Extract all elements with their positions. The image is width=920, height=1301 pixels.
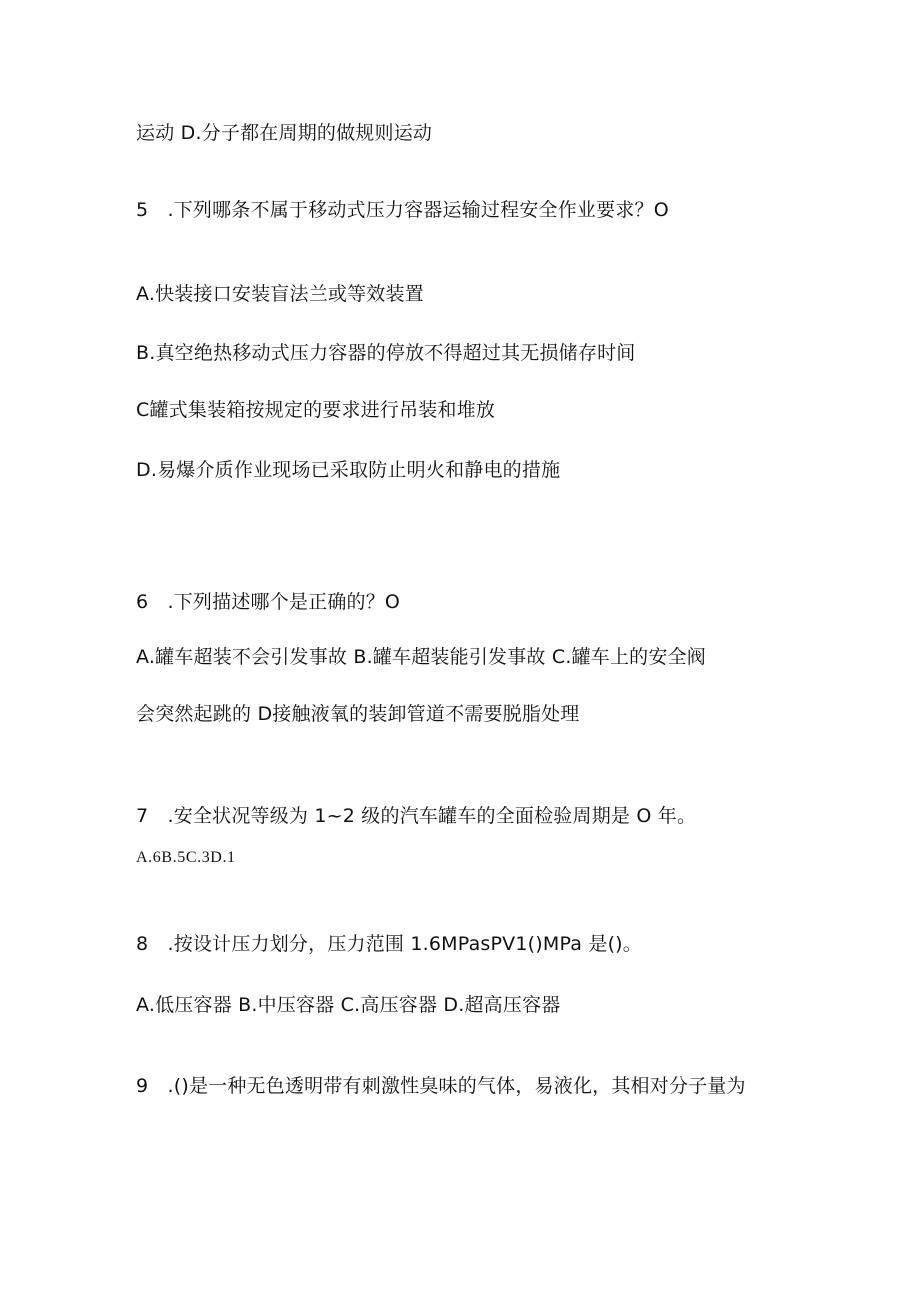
q5-option-c: C罐式集装箱按规定的要求进行吊装和堆放 bbox=[136, 399, 496, 421]
q5-option-a: A.快装接口安装盲法兰或等效装置 bbox=[136, 283, 424, 305]
q7-options: A.6B.5C.3D.1 bbox=[136, 849, 236, 866]
q5-option-d: D.易爆介质作业现场已采取防止明火和静电的措施 bbox=[136, 459, 561, 481]
q4-option-d-continuation: 运动 D.分子都在周期的做规则运动 bbox=[136, 122, 433, 144]
q8-question: 8 .按设计压力划分，压力范围 1.6MPasPV1()MPa 是()。 bbox=[136, 933, 642, 955]
q6-options-line-1: A.罐车超装不会引发事故 B.罐车超装能引发事故 C.罐车上的安全阀 bbox=[136, 646, 706, 668]
q8-options: A.低压容器 B.中压容器 C.高压容器 D.超高压容器 bbox=[136, 994, 561, 1016]
q5-question: 5 .下列哪条不属于移动式压力容器运输过程安全作业要求？O bbox=[136, 199, 669, 221]
q6-question: 6 .下列描述哪个是正确的？O bbox=[136, 591, 401, 613]
q7-question: 7 .安全状况等级为 1~2 级的汽车罐车的全面检验周期是 O 年。 bbox=[136, 805, 697, 827]
q5-option-b: B.真空绝热移动式压力容器的停放不得超过其无损储存时间 bbox=[136, 342, 636, 364]
q6-options-line-2: 会突然起跳的 D接触液氧的装卸管道不需要脱脂处理 bbox=[136, 703, 580, 725]
q9-question: 9 .()是一种无色透明带有刺激性臭味的气体，易液化，其相对分子量为 bbox=[136, 1075, 746, 1097]
